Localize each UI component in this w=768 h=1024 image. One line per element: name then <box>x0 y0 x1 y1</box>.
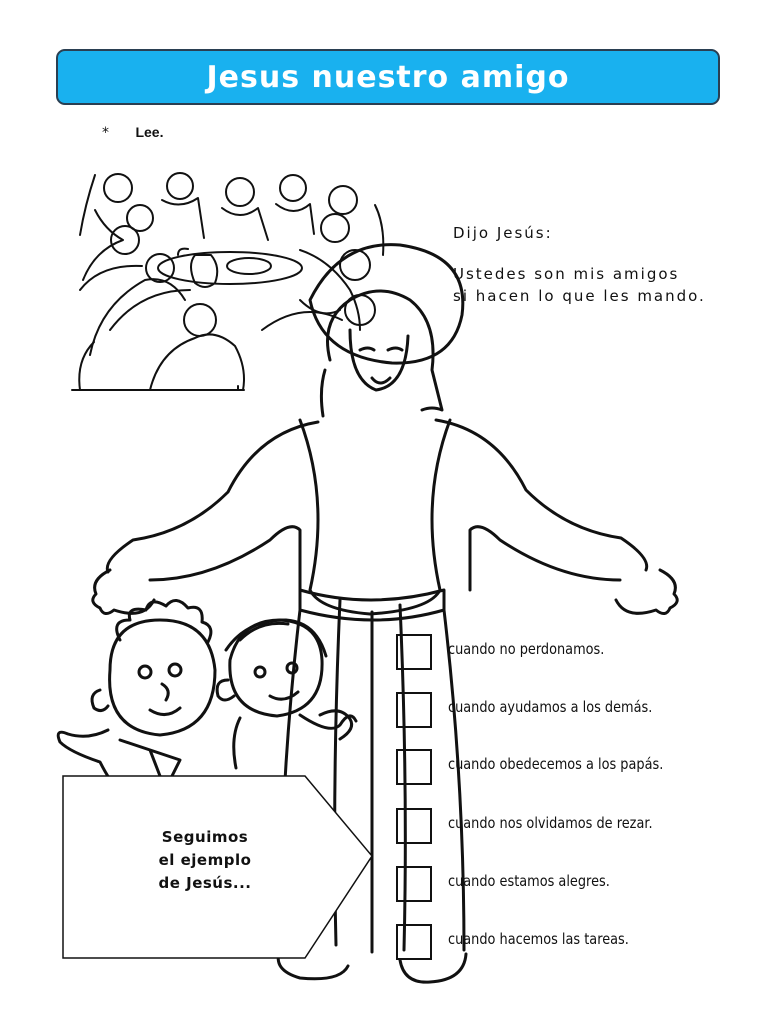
instruction-bullet: * <box>102 125 109 141</box>
option-text: cuando no perdonamos. <box>448 640 605 658</box>
page-title: Jesus nuestro amigo <box>206 59 570 95</box>
arrow-label-line: el ejemplo <box>158 851 252 869</box>
option-checkbox[interactable] <box>396 634 432 670</box>
option-text: cuando ayudamos a los demás. <box>448 698 653 716</box>
arrow-label-text <box>150 826 260 895</box>
option-checkbox[interactable] <box>396 808 432 844</box>
last-supper-illustration <box>72 173 383 390</box>
option-text: cuando nos olvidamos de rezar. <box>448 814 653 832</box>
instruction-label: Lee. <box>135 124 164 140</box>
option-text: cuando hacemos las tareas. <box>448 930 629 948</box>
option-checkbox[interactable] <box>396 866 432 902</box>
option-checkbox[interactable] <box>396 692 432 728</box>
quote-intro: Dijo Jesús: <box>453 224 553 242</box>
option-text: cuando obedecemos a los papás. <box>448 755 664 773</box>
option-text: cuando estamos alegres. <box>448 872 610 890</box>
option-checkbox[interactable] <box>396 749 432 785</box>
quote-line-1: Ustedes son mis amigos <box>453 265 680 283</box>
arrow-label-line: de Jesús... <box>158 874 252 892</box>
arrow-label-line: Seguimos <box>161 828 249 846</box>
quote-line-2: si hacen lo que les mando. <box>453 287 706 305</box>
children-illustration <box>58 600 356 792</box>
option-checkbox[interactable] <box>396 924 432 960</box>
